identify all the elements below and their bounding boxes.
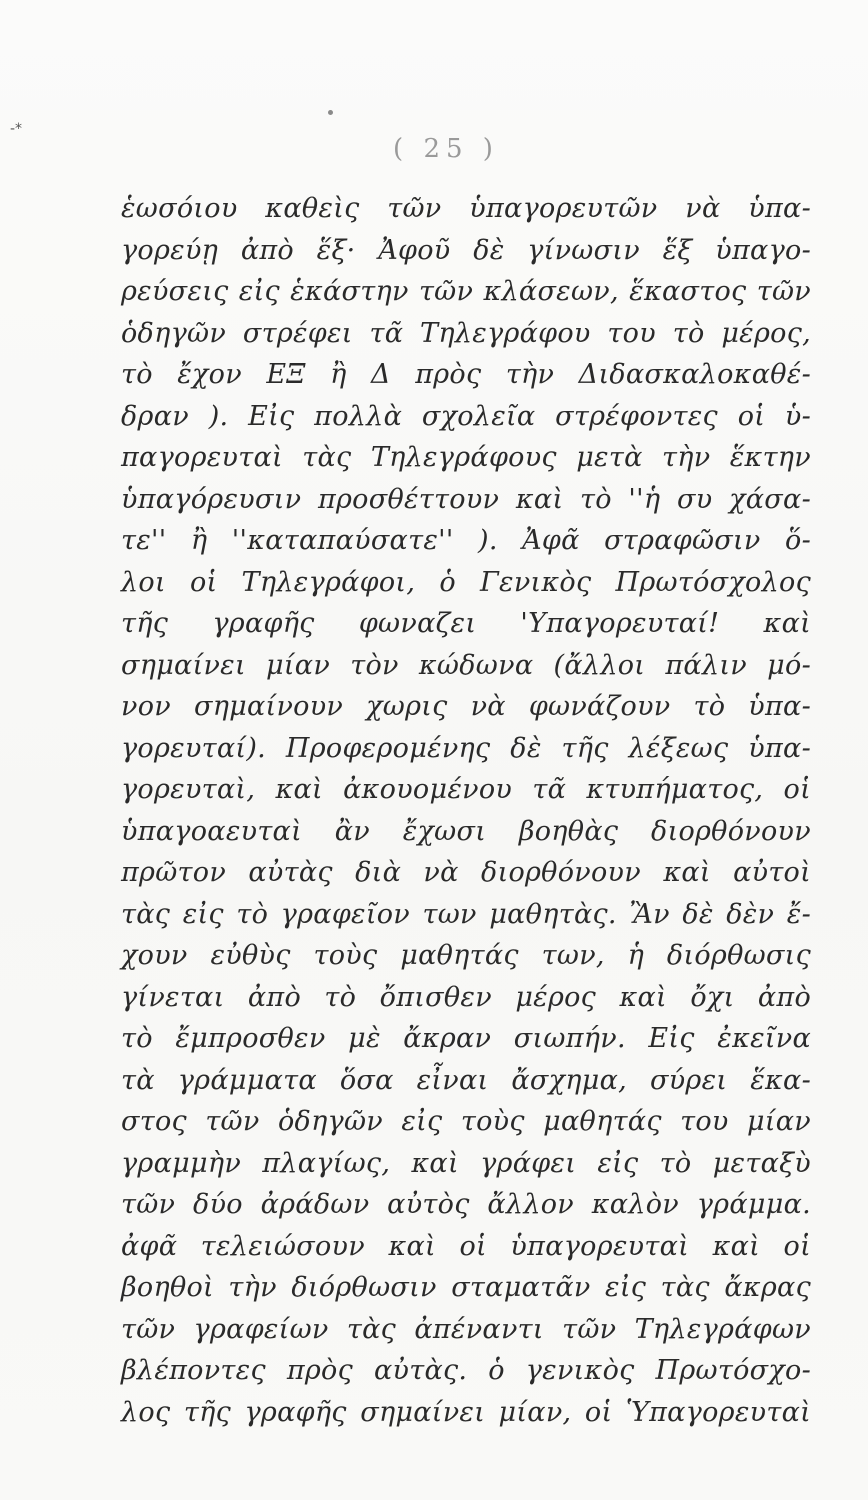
text-line: τῆς γραφῆς φωναζει 'Υπαγορευταί! καὶ <box>121 608 811 639</box>
text-line: ἀφᾶ τελειώσουν καὶ οἱ ὑπαγορευταὶ καὶ οἱ <box>121 1230 811 1262</box>
page-number: ( 25 ) <box>393 134 499 164</box>
text-line: βοηθοὶ τὴν διόρθωσιν σταματᾶν εἰς τὰς ἄκρας <box>121 1272 811 1303</box>
text-line: τὸ ἔχον ΕΞ ἢ Δ πρὸς τὴν Διδασκαλοκαθέ- <box>121 359 811 390</box>
text-line: ὁδηγῶν στρέφει τᾶ Τηλεγράφου του τὸ μέρος, <box>121 317 811 349</box>
ink-spot <box>328 110 333 115</box>
text-line: γίνεται ἀπὸ τὸ ὄπισθεν μέρος καὶ ὄχι ἀπὸ <box>121 981 811 1013</box>
text-line: τὰ γράμματα ὅσα εἶναι ἄσχημα, σύρει ἕκα- <box>121 1064 811 1096</box>
text-line: ρεύσεις εἰς ἑκάστην τῶν κλάσεων, ἕκαστος τῶν <box>121 276 811 307</box>
text-line: γορευταί). Προφερομένης δὲ τῆς λέξεως ὑπα- <box>121 732 811 764</box>
text-line: γορεύῃ ἀπὸ ἕξ· Ἀφοῦ δὲ γίνωσιν ἕξ ὑπαγο- <box>121 234 811 266</box>
text-line: τὸ ἔμπροσθεν μὲ ἄκραν σιωπήν. Εἰς ἐκεῖνα <box>121 1023 811 1054</box>
text-line: γορευταὶ, καὶ ἀκουομένου τᾶ κτυπήματος, οἱ <box>121 774 811 805</box>
text-line: ὑπαγοαευταὶ ἂν ἔχωσι βοηθὰς διορθόνουν <box>121 815 811 847</box>
text-line: ὑπαγόρευσιν προσθέττουν καὶ τὸ ''ἡ συ χάσα- <box>121 483 811 515</box>
text-line: τῶν γραφείων τὰς ἀπέναντι τῶν Τηλεγράφων <box>121 1313 811 1345</box>
text-line: λοι οἱ Τηλεγράφοι, ὁ Γενικὸς Πρωτόσχολος <box>121 566 811 598</box>
text-line: βλέποντες πρὸς αὐτὰς. ὁ γενικὸς Πρωτόσχο- <box>121 1355 811 1386</box>
text-line: σημαίνει μίαν τὸν κώδωνα (ἄλλοι πάλιν μό- <box>121 649 811 681</box>
margin-mark: -* <box>10 121 23 137</box>
text-line: τὰς εἰς τὸ γραφεῖον των μαθητὰς. Ἂν δὲ δὲν ἔ- <box>121 898 811 930</box>
text-line: στος τῶν ὁδηγῶν εἰς τοὺς μαθητάς του μίαν <box>121 1106 811 1137</box>
text-line: δραν ). Εἰς πολλὰ σχολεῖα στρέφοντες οἱ ὑ- <box>121 400 811 432</box>
text-line: λος τῆς γραφῆς σημαίνει μίαν, οἱ Ὑπαγορευταὶ <box>121 1396 811 1428</box>
text-line: γραμμὴν πλαγίως, καὶ γράφει εἰς τὸ μεταξὺ <box>121 1147 811 1179</box>
text-line: πρῶτον αὐτὰς διὰ νὰ διορθόνουν καὶ αὐτοὶ <box>121 857 811 888</box>
text-line: παγορευταὶ τὰς Τηλεγράφους μετὰ τὴν ἕκτην <box>121 442 811 473</box>
text-line: τῶν δύο ἀράδων αὐτὸς ἄλλον καλὸν γράμμα. <box>121 1189 811 1220</box>
text-line: νον σημαίνουν χωρις νὰ φωνάζουν τὸ ὑπα- <box>121 691 811 722</box>
body-text <box>121 188 811 1433</box>
text-line: χουν εὐθὺς τοὺς μαθητάς των, ἡ διόρθωσις <box>121 940 811 971</box>
text-line: τε'' ἢ ''καταπαύσατε'' ). Ἀφᾶ στραφῶσιν ὅ- <box>121 525 811 556</box>
text-line: ἑωσόιου καθεὶς τῶν ὑπαγορευτῶν νὰ ὑπα- <box>121 193 811 224</box>
